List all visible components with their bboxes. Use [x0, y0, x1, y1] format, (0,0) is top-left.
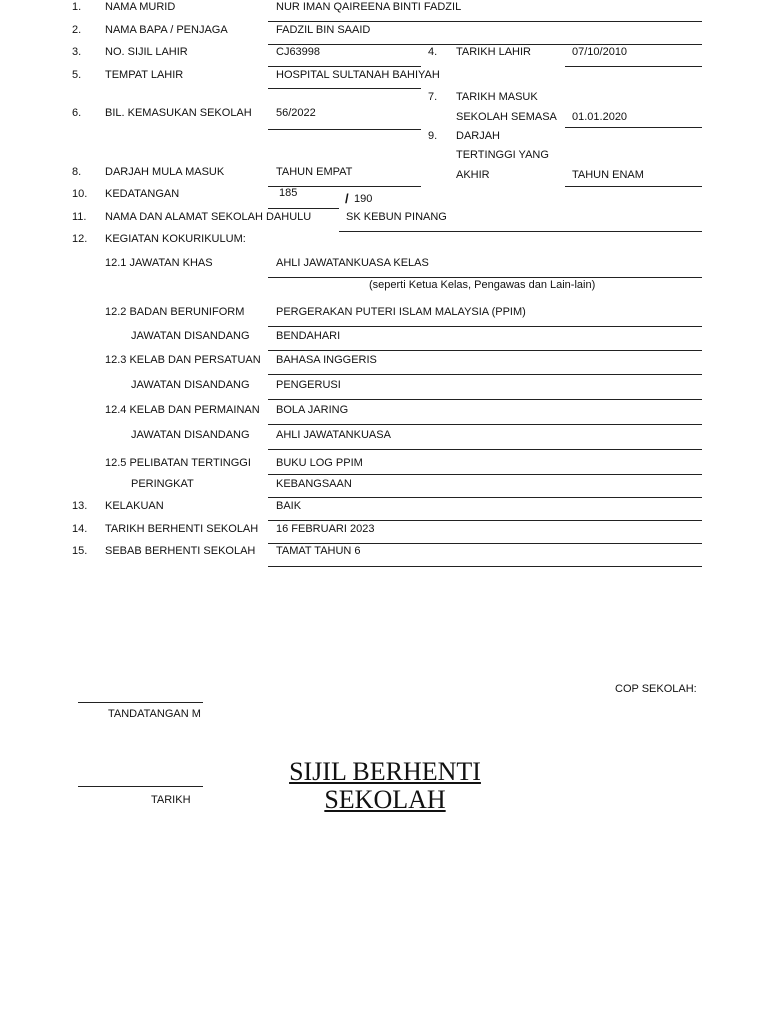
row-number: 3.	[72, 46, 82, 58]
row-number: 8.	[72, 166, 82, 178]
field-label-jawatan-disandang: JAWATAN DISANDANG	[131, 330, 250, 342]
field-value-nama-bapa: FADZIL BIN SAAID	[276, 24, 371, 36]
field-value-kelab-permainan: BOLA JARING	[276, 404, 349, 416]
field-value-pelibatan-tertinggi: BUKU LOG PPIM	[276, 457, 363, 469]
field-value-tarikh-masuk: 01.01.2020	[572, 111, 628, 123]
field-value-tarikh-lahir: 07/10/2010	[572, 46, 628, 58]
row-number: 12.	[72, 233, 88, 245]
kedatangan-slash: /	[345, 191, 349, 206]
field-label-tarikh-masuk-line2: SEKOLAH SEMASA	[456, 111, 557, 123]
field-label-no-sijil-lahir: NO. SIJIL LAHIR	[105, 46, 188, 58]
field-label-peringkat: PERINGKAT	[131, 478, 194, 490]
row-number: 13.	[72, 500, 88, 512]
row-number: 9.	[428, 130, 438, 142]
field-label-darjah-tertinggi-line3: AKHIR	[456, 169, 490, 181]
underline	[268, 326, 702, 327]
row-number: 2.	[72, 24, 82, 36]
underline	[268, 399, 702, 400]
field-label-kedatangan: KEDATANGAN	[105, 188, 180, 200]
field-value-kelab-persatuan: BAHASA INGGERIS	[276, 354, 377, 366]
field-label-kelakuan: KELAKUAN	[105, 500, 164, 512]
field-value-sebab-berhenti: TAMAT TAHUN 6	[276, 545, 361, 557]
row-number: 10.	[72, 188, 88, 200]
underline	[268, 497, 702, 498]
field-label-sekolah-dahulu: NAMA DAN ALAMAT SEKOLAH DAHULU	[105, 211, 312, 223]
field-label-darjah-tertinggi-line2: TERTINGGI YANG	[456, 149, 549, 161]
underline	[339, 231, 702, 232]
field-label-nama-bapa: NAMA BAPA / PENJAGA	[105, 24, 228, 36]
field-label-badan-beruniform: 12.2 BADAN BERUNIFORM	[105, 306, 245, 318]
underline	[268, 449, 702, 450]
field-value-jawatan-beruniform: BENDAHARI	[276, 330, 341, 342]
underline	[268, 424, 702, 425]
field-label-nama-murid: NAMA MURID	[105, 1, 176, 13]
field-value-tempat-lahir: HOSPITAL SULTANAH BAHIYAH	[276, 69, 440, 81]
field-value-jawatan-khas: AHLI JAWATANKUASA KELAS	[276, 257, 429, 269]
field-value-tarikh-berhenti: 16 FEBRUARI 2023	[276, 523, 375, 535]
underline	[268, 129, 421, 130]
signature-label: TANDATANGAN M	[108, 708, 201, 720]
underline	[565, 66, 702, 67]
row-number: 11.	[72, 211, 87, 223]
underline	[268, 277, 702, 278]
jawatan-khas-note: (seperti Ketua Kelas, Pengawas dan Lain-lain)	[369, 279, 596, 291]
field-value-nama-murid: NUR IMAN QAIREENA BINTI FADZIL	[276, 1, 462, 13]
row-number: 6.	[72, 107, 82, 119]
row-number: 7.	[428, 91, 438, 103]
field-label-tarikh-berhenti: TARIKH BERHENTI SEKOLAH	[105, 523, 259, 535]
signature-line	[78, 702, 203, 703]
field-label-tempat-lahir: TEMPAT LAHIR	[105, 69, 184, 81]
row-number: 5.	[72, 69, 82, 81]
date-line	[78, 786, 203, 787]
underline	[268, 208, 339, 209]
underline	[268, 520, 702, 521]
field-value-kelakuan: BAIK	[276, 500, 302, 512]
date-label: TARIKH	[151, 794, 191, 806]
field-value-jawatan-persatuan: PENGERUSI	[276, 379, 341, 391]
underline	[565, 127, 702, 128]
underline	[268, 474, 702, 475]
section-label-kokurikulum: KEGIATAN KOKURIKULUM:	[105, 233, 246, 245]
field-value-badan-beruniform: PERGERAKAN PUTERI ISLAM MALAYSIA (PPIM)	[276, 306, 526, 318]
underline	[268, 88, 421, 89]
underline	[268, 44, 702, 45]
field-label-kelab-permainan: 12.4 KELAB DAN PERMAINAN	[105, 404, 260, 416]
underline	[565, 186, 702, 187]
field-label-darjah-mula-masuk: DARJAH MULA MASUK	[105, 166, 225, 178]
field-label-jawatan-khas: 12.1 JAWATAN KHAS	[105, 257, 213, 269]
field-value-jawatan-permainan: AHLI JAWATANKUASA	[276, 429, 391, 441]
row-number: 4.	[428, 46, 438, 58]
field-label-bil-kemasukan: BIL. KEMASUKAN SEKOLAH	[105, 107, 252, 119]
underline	[268, 350, 702, 351]
underline	[268, 21, 702, 22]
field-value-kedatangan-total: 190	[354, 193, 373, 205]
field-label-sebab-berhenti: SEBAB BERHENTI SEKOLAH	[105, 545, 256, 557]
field-value-kedatangan: 185	[279, 187, 298, 199]
field-label-jawatan-disandang: JAWATAN DISANDANG	[131, 429, 250, 441]
underline	[268, 66, 421, 67]
field-value-darjah-tertinggi: TAHUN ENAM	[572, 169, 644, 181]
underline	[268, 566, 702, 567]
cop-sekolah-label: COP SEKOLAH:	[615, 683, 697, 695]
underline	[268, 374, 702, 375]
field-label-tarikh-masuk-line1: TARIKH MASUK	[456, 91, 538, 103]
field-value-peringkat: KEBANGSAAN	[276, 478, 352, 490]
field-value-no-sijil-lahir: CJ63998	[276, 46, 321, 58]
field-label-kelab-persatuan: 12.3 KELAB DAN PERSATUAN	[105, 354, 261, 366]
row-number: 15.	[72, 545, 88, 557]
field-value-sekolah-dahulu: SK KEBUN PINANG	[346, 211, 447, 223]
field-label-pelibatan-tertinggi: 12.5 PELIBATAN TERTINGGI	[105, 457, 251, 469]
document-title: SIJIL BERHENTI SEKOLAH	[289, 757, 481, 814]
field-value-darjah-mula-masuk: TAHUN EMPAT	[276, 166, 353, 178]
field-value-bil-kemasukan: 56/2022	[276, 107, 316, 119]
row-number: 1.	[72, 1, 82, 13]
field-label-jawatan-disandang: JAWATAN DISANDANG	[131, 379, 250, 391]
field-label-darjah-tertinggi-line1: DARJAH	[456, 130, 501, 142]
underline	[268, 543, 702, 544]
row-number: 14.	[72, 523, 88, 535]
field-label-tarikh-lahir: TARIKH LAHIR	[456, 46, 531, 58]
